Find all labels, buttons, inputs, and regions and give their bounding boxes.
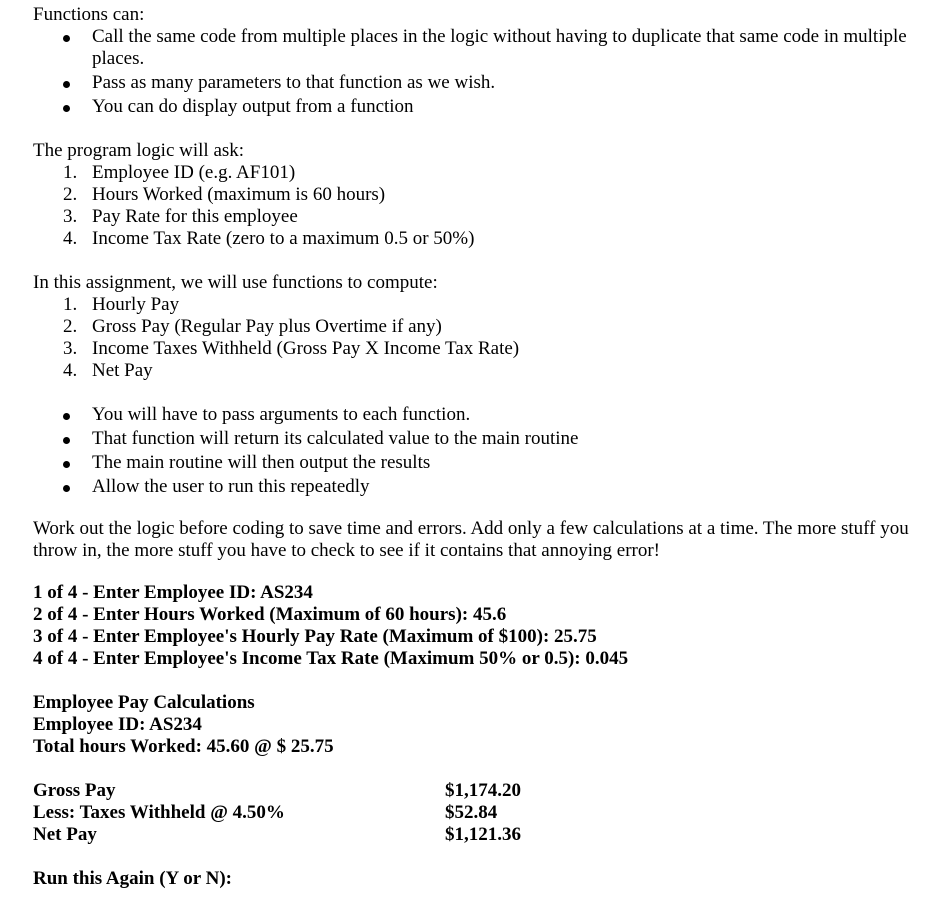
asks-heading: The program logic will ask: [33,140,245,161]
summary-employee: Employee ID: AS234 [33,714,202,735]
spacer [33,118,913,140]
summary-hours: Total hours Worked: 45.60 @ $ 25.75 [33,736,334,757]
bullet-item: You will have to pass arguments to each function. [33,404,913,426]
item-number: 4. [63,228,78,249]
result-value: $1,174.20 [445,780,521,801]
prompt-line: 1 of 4 - Enter Employee ID: AS234 [33,582,313,603]
spacer [33,498,913,518]
notes-section [33,404,913,498]
bullet-item: You can do display output from a function [33,96,913,118]
list-item [33,338,913,360]
asks-section [33,140,913,250]
notes-bullet-list [33,404,913,498]
intro-section [33,4,913,118]
bullet-item: The main routine will then output the results [33,452,913,474]
item-text: Employee ID (e.g. AF101) [92,162,296,183]
spacer [33,758,913,780]
item-text: Net Pay [92,360,153,381]
compute-heading: In this assignment, we will use functions to compute: [33,272,438,293]
compute-section [33,272,913,382]
result-row [33,802,913,824]
item-number: 1. [63,162,78,183]
spacer [33,846,913,868]
asks-numbered-list [33,162,913,250]
compute-numbered-list [33,294,913,382]
item-text: Income Taxes Withheld (Gross Pay X Income Tax Rate) [92,338,520,359]
item-number: 2. [63,184,78,205]
list-item [33,360,913,382]
item-number: 3. [63,206,78,227]
bullet-item: Pass as many parameters to that function as we wish. [33,72,913,94]
spacer [33,670,913,692]
prompt-section [33,582,913,670]
item-number: 4. [63,360,78,381]
summary-title: Employee Pay Calculations [33,692,255,713]
intro-heading: Functions can: [33,4,145,25]
item-text: Income Tax Rate (zero to a maximum 0.5 or 50%) [92,228,475,249]
item-text: Hours Worked (maximum is 60 hours) [92,184,386,205]
document-page [33,4,913,890]
list-item [33,184,913,206]
result-value: $1,121.36 [445,824,521,845]
bullet-item: Allow the user to run this repeatedly [33,476,913,498]
prompt-line: 4 of 4 - Enter Employee's Income Tax Rate (Maximum 50% or 0.5): 0.045 [33,648,629,669]
spacer [33,382,913,404]
intro-bullet-list [33,26,913,118]
result-row [33,824,913,846]
bullet-item: Call the same code from multiple places in the logic without having to duplicate that same code in multiple places. [33,26,913,70]
summary-section [33,692,913,758]
item-number: 3. [63,338,78,359]
list-item [33,162,913,184]
spacer [33,562,913,582]
list-item [33,206,913,228]
result-label: Less: Taxes Withheld @ 4.50% [33,802,285,823]
result-value: $52.84 [445,802,498,823]
list-item [33,316,913,338]
prompt-line: 3 of 4 - Enter Employee's Hourly Pay Rate (Maximum of $100): 25.75 [33,626,597,647]
bullet-item: That function will return its calculated value to the main routine [33,428,913,450]
result-row [33,780,913,802]
spacer [33,250,913,272]
advice-paragraph: Work out the logic before coding to save time and errors. Add only a few calculations at a time. The more stuff you throw in, the more stuff you have to check to see if it contains that annoying error! [33,518,909,561]
prompt-line: 2 of 4 - Enter Hours Worked (Maximum of 60 hours): 45.6 [33,604,507,625]
item-text: Hourly Pay [92,294,180,315]
item-text: Gross Pay (Regular Pay plus Overtime if any) [92,316,442,337]
result-label: Net Pay [33,824,97,845]
item-number: 2. [63,316,78,337]
list-item [33,228,913,250]
list-item [33,294,913,316]
run-again-prompt: Run this Again (Y or N): [33,868,232,889]
results-section [33,780,913,846]
item-number: 1. [63,294,78,315]
item-text: Pay Rate for this employee [92,206,298,227]
result-label: Gross Pay [33,780,116,801]
